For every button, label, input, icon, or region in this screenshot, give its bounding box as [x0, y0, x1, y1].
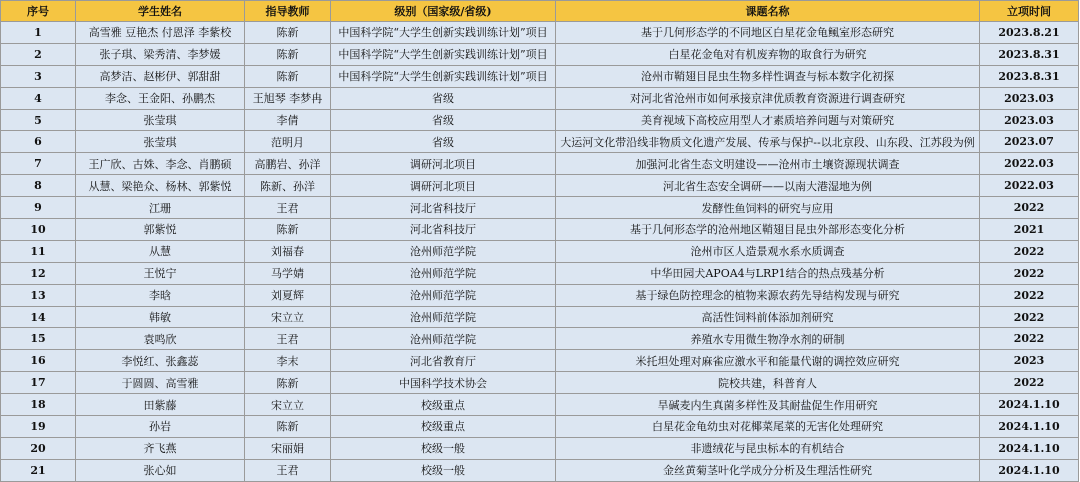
cell-index: 4	[1, 87, 76, 109]
cell-topic: 米托坦处理对麻雀应激水平和能量代谢的调控效应研究	[556, 350, 980, 372]
table-row	[1, 175, 1079, 197]
cell-index: 19	[1, 416, 76, 438]
cell-index: 1	[1, 22, 76, 44]
cell-index: 18	[1, 394, 76, 416]
cell-topic: 发酵性鱼饲料的研究与应用	[556, 197, 980, 219]
cell-index: 15	[1, 328, 76, 350]
cell-topic: 加强河北省生态文明建设——沧州市土壤资源现状调查	[556, 153, 980, 175]
cell-students: 李悦红、张鑫蕊	[76, 350, 245, 372]
cell-students: 高梦洁、赵彬伊、郭甜甜	[76, 65, 245, 87]
cell-index: 21	[1, 459, 76, 481]
cell-level: 校级一般	[331, 437, 556, 459]
cell-date: 2021	[980, 219, 1079, 241]
cell-students: 李念、王金阳、孙鹏杰	[76, 87, 245, 109]
cell-level: 中国科学院“大学生创新实践训练计划”项目	[331, 65, 556, 87]
cell-index: 5	[1, 109, 76, 131]
cell-level: 调研河北项目	[331, 175, 556, 197]
cell-students: 齐飞燕	[76, 437, 245, 459]
cell-level: 省级	[331, 131, 556, 153]
cell-level: 河北省科技厅	[331, 219, 556, 241]
cell-topic: 大运河文化带沿线非物质文化遗产发展、传承与保护--以北京段、山东段、江苏段为例	[556, 131, 980, 153]
table-row	[1, 372, 1079, 394]
cell-level: 校级重点	[331, 394, 556, 416]
cell-date: 2023.8.21	[980, 22, 1079, 44]
table-row	[1, 394, 1079, 416]
cell-topic: 沧州市鞘翅目昆虫生物多样性调查与标本数字化初探	[556, 65, 980, 87]
cell-date: 2022	[980, 306, 1079, 328]
cell-advisor: 王君	[245, 459, 331, 481]
cell-level: 省级	[331, 109, 556, 131]
cell-advisor: 陈新	[245, 219, 331, 241]
cell-date: 2022	[980, 197, 1079, 219]
cell-level: 校级一般	[331, 459, 556, 481]
cell-index: 16	[1, 350, 76, 372]
cell-level: 河北省教育厅	[331, 350, 556, 372]
cell-index: 10	[1, 219, 76, 241]
cell-students: 田紫藤	[76, 394, 245, 416]
cell-advisor: 范明月	[245, 131, 331, 153]
cell-topic: 非遗绒花与昆虫标本的有机结合	[556, 437, 980, 459]
cell-advisor: 王君	[245, 197, 331, 219]
table-row	[1, 87, 1079, 109]
cell-students: 王悦宁	[76, 262, 245, 284]
cell-advisor: 高鹏岩、孙洋	[245, 153, 331, 175]
cell-date: 2022	[980, 284, 1079, 306]
cell-students: 高雪雅 豆艳杰 付恩泽 李紫校	[76, 22, 245, 44]
cell-advisor: 宋立立	[245, 306, 331, 328]
cell-level: 中国科学技术协会	[331, 372, 556, 394]
table-row	[1, 240, 1079, 262]
cell-level: 沧州师范学院	[331, 240, 556, 262]
cell-students: 江珊	[76, 197, 245, 219]
cell-topic: 养殖水专用微生物净水剂的研制	[556, 328, 980, 350]
cell-students: 袁鸣欣	[76, 328, 245, 350]
cell-date: 2022.03	[980, 175, 1079, 197]
cell-index: 11	[1, 240, 76, 262]
cell-advisor: 陈新	[245, 43, 331, 65]
cell-level: 沧州师范学院	[331, 328, 556, 350]
table-row	[1, 109, 1079, 131]
cell-date: 2024.1.10	[980, 459, 1079, 481]
cell-date: 2022	[980, 262, 1079, 284]
cell-level: 中国科学院“大学生创新实践训练计划”项目	[331, 43, 556, 65]
cell-students: 韩敏	[76, 306, 245, 328]
cell-students: 从慧、梁艳众、杨林、郭紫悦	[76, 175, 245, 197]
table-row	[1, 197, 1079, 219]
cell-date: 2023	[980, 350, 1079, 372]
table-row	[1, 219, 1079, 241]
header-level: 级别（国家级/省级)	[331, 1, 556, 22]
cell-advisor: 陈新	[245, 416, 331, 438]
cell-date: 2024.1.10	[980, 437, 1079, 459]
cell-advisor: 李末	[245, 350, 331, 372]
table-row	[1, 65, 1079, 87]
cell-advisor: 陈新、孙洋	[245, 175, 331, 197]
cell-advisor: 宋立立	[245, 394, 331, 416]
cell-advisor: 刘福春	[245, 240, 331, 262]
cell-date: 2022	[980, 328, 1079, 350]
cell-date: 2024.1.10	[980, 416, 1079, 438]
cell-students: 于圆圆、高雪雅	[76, 372, 245, 394]
cell-topic: 河北省生态安全调研——以南大港湿地为例	[556, 175, 980, 197]
cell-students: 张心如	[76, 459, 245, 481]
header-students: 学生姓名	[76, 1, 245, 22]
table-row	[1, 416, 1079, 438]
cell-level: 沧州师范学院	[331, 262, 556, 284]
cell-students: 郭紫悦	[76, 219, 245, 241]
cell-topic: 基于几何形态学的沧州地区鞘翅目昆虫外部形态变化分析	[556, 219, 980, 241]
cell-advisor: 陈新	[245, 372, 331, 394]
cell-level: 校级重点	[331, 416, 556, 438]
cell-students: 从慧	[76, 240, 245, 262]
cell-students: 李晗	[76, 284, 245, 306]
table-row	[1, 153, 1079, 175]
cell-date: 2023.03	[980, 87, 1079, 109]
cell-index: 9	[1, 197, 76, 219]
table-row	[1, 306, 1079, 328]
cell-date: 2023.8.31	[980, 43, 1079, 65]
cell-topic: 旱碱麦内生真菌多样性及其耐盐促生作用研究	[556, 394, 980, 416]
cell-date: 2023.07	[980, 131, 1079, 153]
table-body	[1, 22, 1079, 482]
cell-topic: 院校共建，科普育人	[556, 372, 980, 394]
table-row	[1, 262, 1079, 284]
cell-level: 沧州师范学院	[331, 284, 556, 306]
cell-date: 2022.03	[980, 153, 1079, 175]
cell-index: 7	[1, 153, 76, 175]
cell-index: 8	[1, 175, 76, 197]
cell-students: 张莹琪	[76, 131, 245, 153]
cell-index: 13	[1, 284, 76, 306]
cell-level: 调研河北项目	[331, 153, 556, 175]
cell-index: 17	[1, 372, 76, 394]
table-row	[1, 43, 1079, 65]
cell-topic: 白星花金龟对有机废弃物的取食行为研究	[556, 43, 980, 65]
header-advisor: 指导教师	[245, 1, 331, 22]
cell-index: 6	[1, 131, 76, 153]
cell-date: 2022	[980, 372, 1079, 394]
cell-index: 14	[1, 306, 76, 328]
cell-level: 河北省科技厅	[331, 197, 556, 219]
cell-topic: 高活性饲料前体添加剂研究	[556, 306, 980, 328]
table-row	[1, 284, 1079, 306]
cell-topic: 基于绿色防控理念的植物来源农药先导结构发现与研究	[556, 284, 980, 306]
cell-advisor: 王君	[245, 328, 331, 350]
cell-advisor: 刘夏辉	[245, 284, 331, 306]
cell-date: 2023.8.31	[980, 65, 1079, 87]
cell-topic: 沧州市区人造景观水系水质调查	[556, 240, 980, 262]
header-date: 立项时间	[980, 1, 1079, 22]
table-row	[1, 22, 1079, 44]
cell-advisor: 陈新	[245, 65, 331, 87]
table-row	[1, 459, 1079, 481]
cell-advisor: 李倩	[245, 109, 331, 131]
cell-advisor: 王旭琴 李梦冉	[245, 87, 331, 109]
cell-level: 中国科学院“大学生创新实践训练计划”项目	[331, 22, 556, 44]
cell-level: 沧州师范学院	[331, 306, 556, 328]
cell-topic: 基于几何形态学的不同地区白星花金龟鲺室形态研究	[556, 22, 980, 44]
cell-date: 2023.03	[980, 109, 1079, 131]
cell-students: 王广欣、古姝、李念、肖鹏硕	[76, 153, 245, 175]
cell-topic: 中华田园犬APOA4与LRP1结合的热点残基分析	[556, 262, 980, 284]
cell-topic: 白星花金龟幼虫对花椰菜尾菜的无害化处理研究	[556, 416, 980, 438]
cell-students: 孙岩	[76, 416, 245, 438]
cell-topic: 美育视域下高校应用型人才素质培养问题与对策研究	[556, 109, 980, 131]
cell-advisor: 马学婧	[245, 262, 331, 284]
cell-date: 2022	[980, 240, 1079, 262]
table-row	[1, 131, 1079, 153]
header-index: 序号	[1, 1, 76, 22]
cell-students: 张子琪、梁秀清、李梦媛	[76, 43, 245, 65]
cell-index: 3	[1, 65, 76, 87]
cell-advisor: 陈新	[245, 22, 331, 44]
table-row	[1, 437, 1079, 459]
cell-date: 2024.1.10	[980, 394, 1079, 416]
cell-index: 20	[1, 437, 76, 459]
cell-index: 2	[1, 43, 76, 65]
cell-topic: 对河北省沧州市如何承接京津优质教育资源进行调查研究	[556, 87, 980, 109]
table-row	[1, 350, 1079, 372]
cell-students: 张莹琪	[76, 109, 245, 131]
cell-advisor: 宋丽娟	[245, 437, 331, 459]
cell-level: 省级	[331, 87, 556, 109]
cell-index: 12	[1, 262, 76, 284]
header-topic: 课题名称	[556, 1, 980, 22]
table-row	[1, 328, 1079, 350]
cell-topic: 金丝黄菊茎叶化学成分分析及生理活性研究	[556, 459, 980, 481]
table-header-row	[1, 1, 1079, 22]
